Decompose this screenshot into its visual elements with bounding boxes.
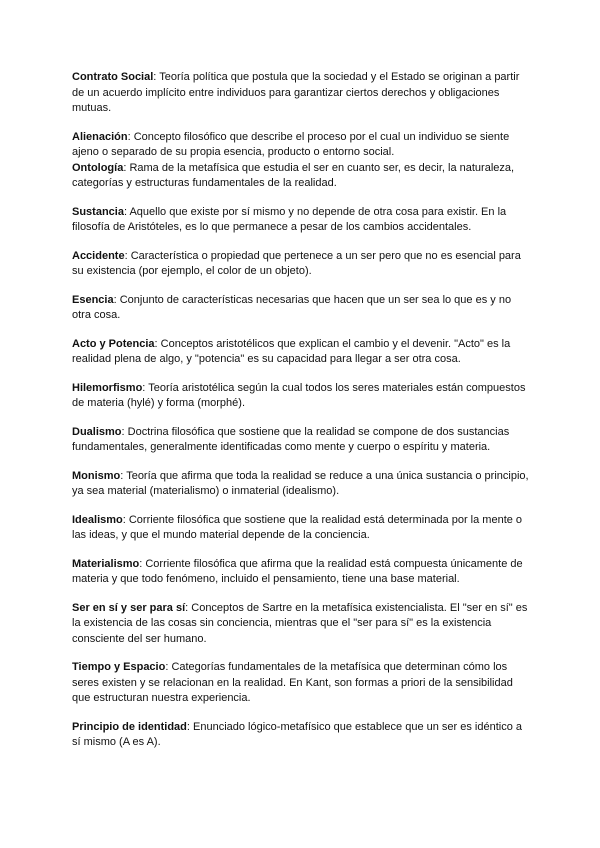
glossary-entry-idealismo — [72, 513, 532, 544]
glossary-entry-esencia — [72, 293, 532, 324]
glossary-entry-accidente — [72, 249, 532, 280]
glossary-entry-materialismo — [72, 557, 532, 588]
entry-definition: : Conjunto de características necesarias que hacen que un ser sea lo que es y no otra cosa. — [72, 293, 512, 321]
entry-definition: : Conceptos de Sartre en la metafísica existencialista. El "ser en sí" es la existencia de las cosas sin conciencia, mientras que el "ser para sí" es la existencia consciente del ser humano. — [72, 601, 528, 645]
glossary-entry-ontologia — [72, 161, 532, 192]
entry-term: Accidente — [72, 249, 125, 262]
entry-definition: : Corriente filosófica que afirma que la realidad está compuesta únicamente de materia y que todo fenómeno, incluido el pensamiento, tiene una base material. — [72, 557, 523, 585]
entry-definition: : Enunciado lógico-metafísico que establece que un ser es idéntico a sí mismo (A es A). — [72, 720, 523, 748]
glossary-entry-sustancia — [72, 205, 532, 236]
entry-term: Ontología — [72, 161, 124, 174]
document-page — [72, 70, 532, 764]
entry-term: Monismo — [72, 469, 121, 482]
entry-term: Contrato Social — [72, 71, 154, 83]
entry-term: Idealismo — [72, 513, 123, 526]
entry-term: Materialismo — [72, 557, 140, 570]
entry-term: Hilemorfismo — [72, 381, 143, 394]
glossary-entry-acto-y-potencia — [72, 337, 532, 368]
entry-term: Sustancia — [72, 205, 124, 218]
entry-term: Tiempo y Espacio — [72, 661, 166, 673]
glossary-entry-hilemorfismo — [72, 381, 532, 412]
glossary-entry-alienacion — [72, 130, 532, 161]
entry-definition: : Teoría aristotélica según la cual todos los seres materiales están compuestos de materia (hylé) y forma (morphé). — [72, 381, 526, 409]
entry-definition: : Teoría que afirma que toda la realidad se reduce a una única sustancia o principio, ya sea material (materialismo) o inmaterial (idealismo). — [72, 469, 529, 497]
entry-definition: : Categorías fundamentales de la metafísica que determinan cómo los seres existen y se relacionan en la realidad. En Kant, son formas a priori de la sensibilidad que estructuran nuestra experiencia. — [72, 661, 513, 704]
entry-term: Alienación — [72, 130, 128, 143]
entry-term: Ser en sí y ser para sí — [72, 601, 186, 614]
glossary-entry-tiempo-y-espacio — [72, 660, 532, 707]
entry-term: Esencia — [72, 293, 114, 306]
entry-definition: : Concepto filosófico que describe el proceso por el cual un individuo se siente ajeno o separado de su propia esencia, producto o entorno social. — [72, 130, 510, 158]
entry-definition: : Característica o propiedad que pertenece a un ser pero que no es esencial para su existencia (por ejemplo, el color de un objeto). — [72, 249, 521, 277]
entry-definition: : Doctrina filosófica que sostiene que la realidad se compone de dos sustancias fundamentales, generalmente identificadas como mente y cuerpo o espíritu y materia. — [72, 425, 510, 453]
glossary-entry-dualismo — [72, 425, 532, 456]
glossary-entry-contrato-social — [72, 70, 532, 117]
entry-definition: : Rama de la metafísica que estudia el ser en cuanto ser, es decir, la naturaleza, categorías y estructuras fundamentales de la realidad. — [72, 161, 515, 189]
glossary-entry-ser-en-si-y-para-si — [72, 601, 532, 648]
entry-term: Dualismo — [72, 425, 122, 438]
entry-definition: : Corriente filosófica que sostiene que la realidad está determinada por la mente o las ideas, y que el mundo material depende de la conciencia. — [72, 513, 523, 541]
entry-term: Principio de identidad — [72, 720, 187, 733]
glossary-entry-monismo — [72, 469, 532, 500]
entry-term: Acto y Potencia — [72, 337, 155, 350]
entry-definition: : Teoría política que postula que la sociedad y el Estado se originan a partir de un acuerdo implícito entre individuos para garantizar ciertos derechos y obligaciones mutuas. — [72, 71, 520, 114]
entry-definition: : Conceptos aristotélicos que explican el cambio y el devenir. "Acto" es la realidad plena de algo, y "potencia" es su capacidad para llegar a ser otra cosa. — [72, 337, 511, 365]
glossary-entry-principio-de-identidad — [72, 720, 532, 751]
entry-definition: : Aquello que existe por sí mismo y no depende de otra cosa para existir. En la filosofía de Aristóteles, es lo que permanece a pesar de los cambios accidentales. — [72, 205, 507, 233]
